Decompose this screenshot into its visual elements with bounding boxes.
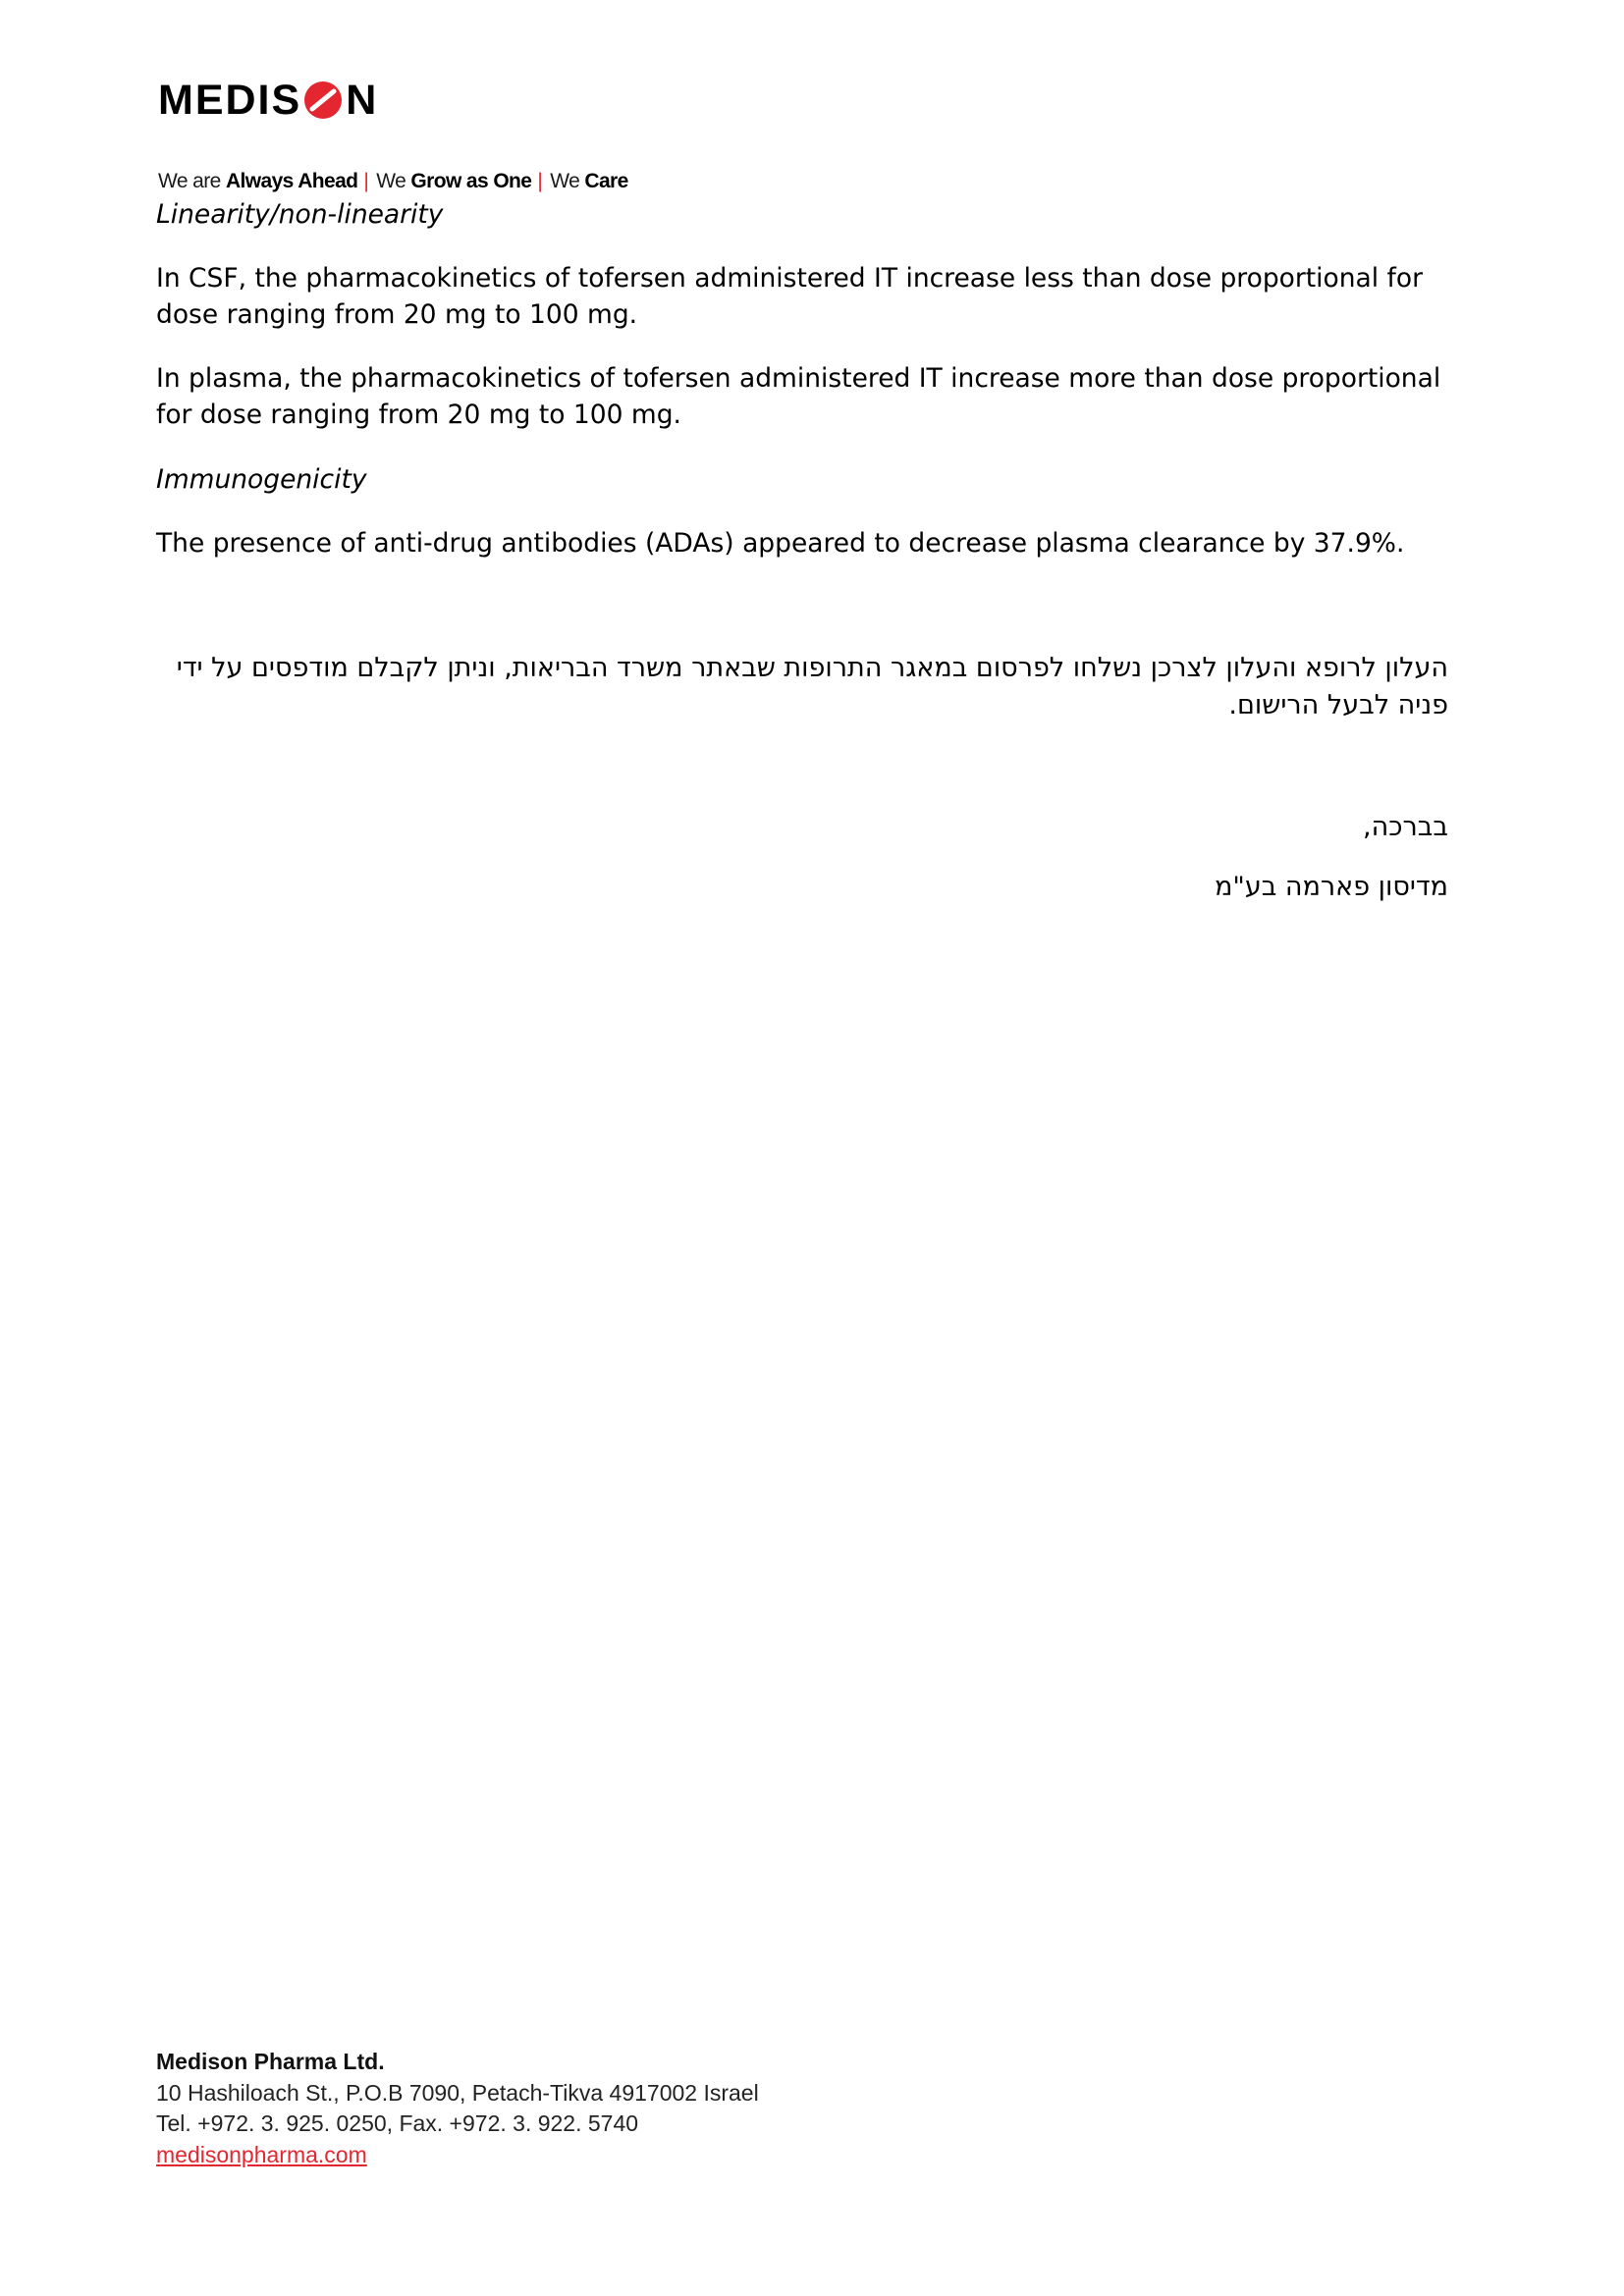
logo-text-left: MEDIS [158, 77, 302, 124]
hebrew-notice: העלון לרופא והעלון לצרכן נשלחו לפרסום במאגר התרופות שבאתר משרד הבריאות, וניתן לקבלם מודפסים על ידי פניה לבעל הרישום. [176, 653, 1448, 721]
logo-o-icon [303, 80, 343, 120]
tagline-part3-thin: We [550, 170, 580, 192]
immunogenicity-heading: Immunogenicity [156, 464, 367, 495]
tagline-part1-thin: We are [158, 170, 221, 192]
footer-contact: Tel. +972. 3. 925. 0250, Fax. +972. 3. 922. 5740 [156, 2110, 639, 2136]
tagline-part2-thin: We [376, 170, 406, 192]
footer [156, 2047, 759, 2170]
medison-logo [158, 77, 378, 124]
plasma-paragraph: In plasma, the pharmacokinetics of tofersen administered IT increase more than dose proportional for dose ranging from 20 mg to 100 mg. [156, 363, 1441, 430]
footer-company: Medison Pharma Ltd. [156, 2049, 385, 2074]
footer-website-link[interactable]: medisonpharma.com [156, 2141, 367, 2167]
tagline-part2-bold: Grow as One [410, 170, 532, 192]
footer-address: 10 Hashiloach St., P.O.B 7090, Petach-Tikva 4917002 Israel [156, 2079, 759, 2106]
csf-paragraph: In CSF, the pharmacokinetics of tofersen administered IT increase less than dose proportional for dose ranging from 20 mg to 100 mg. [156, 263, 1423, 330]
tagline-part1-bold: Always Ahead [225, 170, 358, 192]
hebrew-signature: מדיסון פארמה בע"מ [1215, 872, 1448, 902]
linearity-heading: Linearity/non-linearity [156, 199, 444, 230]
logo-text-right: N [346, 77, 379, 124]
immunogenicity-paragraph: The presence of anti-drug antibodies (ADAs) appeared to decrease plasma clearance by 37.9%. [156, 528, 1405, 559]
hebrew-greeting: בברכה, [1363, 812, 1448, 842]
tagline [158, 169, 628, 194]
tagline-separator: | [363, 170, 369, 192]
tagline-separator: | [537, 170, 543, 192]
tagline-part3-bold: Care [584, 170, 628, 192]
